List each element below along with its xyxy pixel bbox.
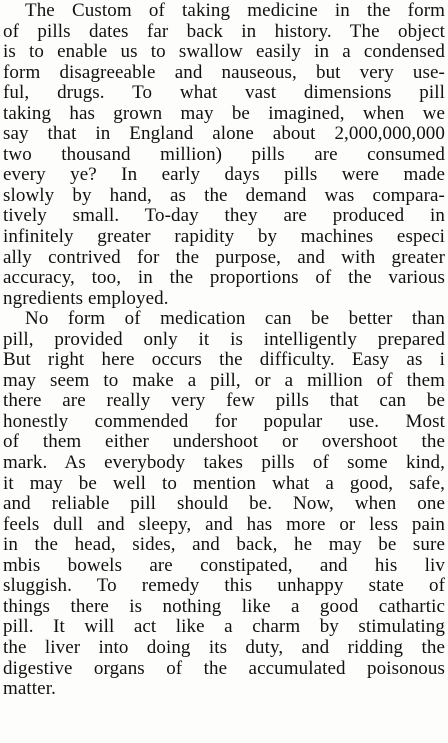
text-line: it may be well to mention what a good, safe, [3,473,445,494]
text-line: The Custom of taking medicine in the form [25,1,445,21]
paragraph-2 [3,309,445,699]
text-line: and reliable pill should be. Now, when one [3,494,445,515]
text-line: accuracy, too, in the proportions of the various [3,268,445,289]
text-line: matter. [3,679,56,700]
text-line: infinitely greater rapidity by machines especi [3,227,445,248]
text-line: honestly commended for popular use. Most [3,411,445,432]
paragraph-1 [3,1,445,309]
text-line: pill, provided only it is intelligently prepared [3,329,445,350]
text-line: mark. As everybody takes pills of some kind, [3,453,445,474]
article-column [3,1,445,700]
text-line: two thousand million) pills are consumed [3,144,445,165]
text-line: tively small. To-day they are produced in [3,206,445,227]
text-line: feels dull and sleepy, and has more or less pain [3,514,445,535]
text-line: pill. It will act like a charm by stimulating [3,617,445,638]
text-line: of them either undershoot or overshoot the [3,432,445,453]
text-line: ngredients employed. [3,288,169,309]
text-line: may seem to make a pill, or a million of them [3,370,445,391]
text-line: there are really very few pills that can be [3,391,445,412]
text-line: sluggish. To remedy this unhappy state of [3,576,445,597]
text-line: form disagreeable and nauseous, but very use- [3,62,445,83]
text-line: say that in England alone about 2,000,000,000 [3,124,445,145]
text-line: But right here occurs the difficulty. Easy as i [3,350,445,371]
text-line: ally contrived for the purpose, and with greater [3,247,445,268]
text-line: No form of medication can be better than [25,309,445,330]
text-line: things there is nothing like a good cathartic [3,596,445,617]
text-line: is to enable us to swallow easily in a condensed [3,42,445,63]
text-line: digestive organs of the accumulated poisonous [3,658,445,679]
text-line: of pills dates far back in history. The object [3,21,445,42]
text-line: ful, drugs. To what vast dimensions pill [3,83,445,104]
text-line: mbis bowels are constipated, and his liv [3,555,445,576]
text-line: slowly by hand, as the demand was compara- [3,185,445,206]
text-line: the liver into doing its duty, and ridding the [3,637,445,658]
text-line: in the head, sides, and back, he may be sure [3,535,445,556]
text-line: taking has grown may be imagined, when we [3,103,445,124]
text-line: every ye? In early days pills were made [3,165,445,186]
